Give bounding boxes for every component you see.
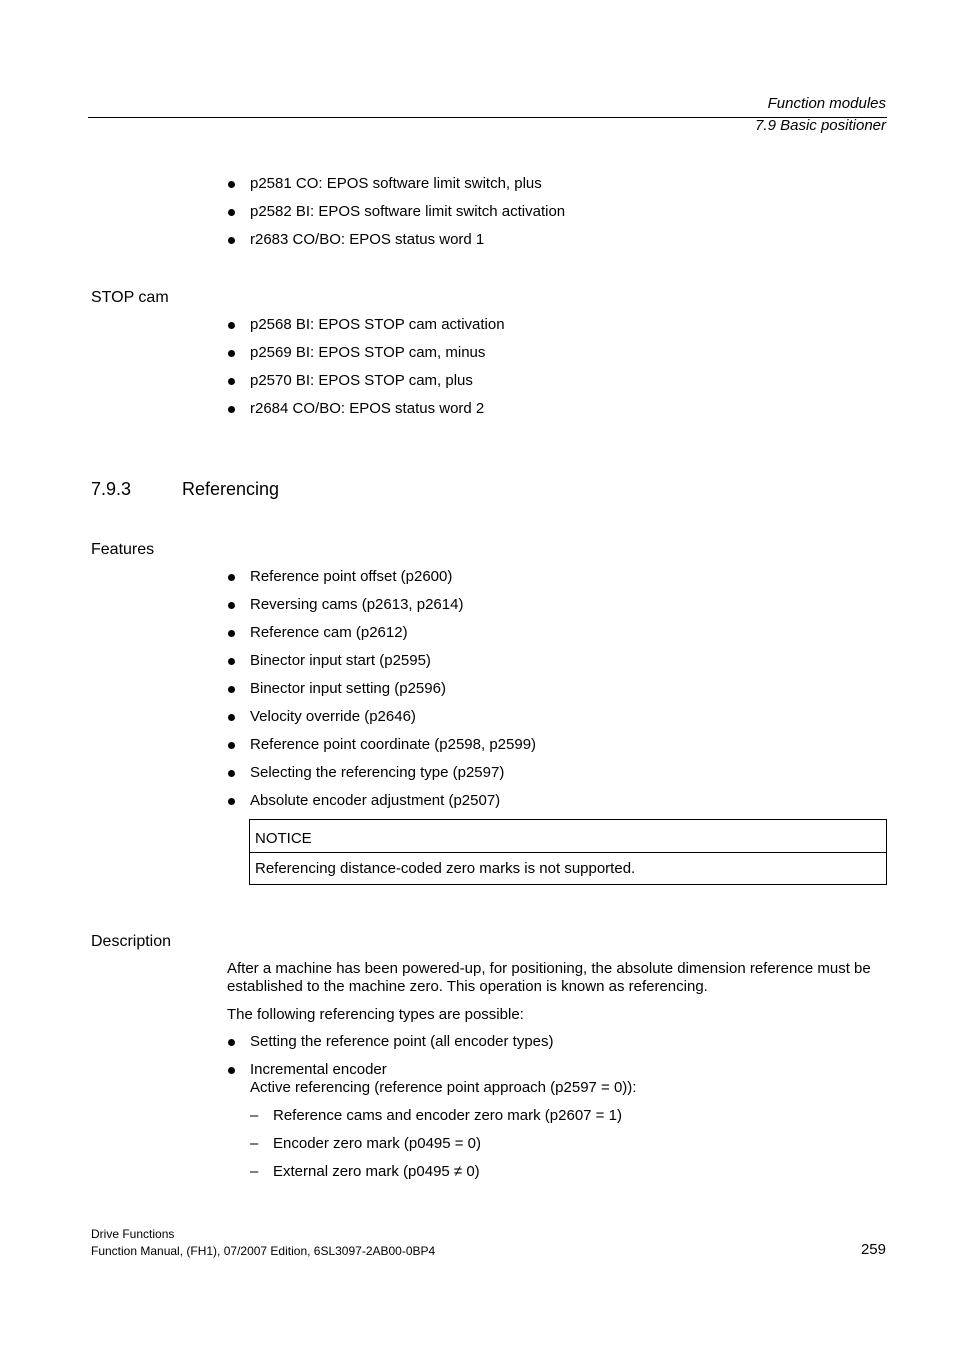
features-list	[227, 568, 536, 820]
description-heading: Description	[91, 933, 172, 950]
features-heading: Features	[91, 541, 155, 558]
notice-box	[249, 819, 887, 885]
bullet-icon	[228, 322, 235, 329]
bullet-icon	[228, 574, 235, 581]
list-item: Reversing cams (p2613, p2614)	[227, 596, 536, 624]
section-title: Referencing	[182, 479, 280, 499]
list-item: p2568 BI: EPOS STOP cam activation	[227, 316, 505, 344]
bullet-icon	[228, 602, 235, 609]
list-item: Reference point coordinate (p2598, p2599)	[227, 736, 536, 764]
bullet-icon	[228, 686, 235, 693]
list-item: Reference point offset (p2600)	[227, 568, 536, 596]
stop-cam-list	[227, 316, 505, 428]
list-item: Setting the reference point (all encoder types)	[227, 1033, 636, 1061]
notice-text: Referencing distance-coded zero marks is not supported.	[255, 860, 636, 877]
list-item: r2683 CO/BO: EPOS status word 1	[227, 231, 565, 259]
list-item: p2570 BI: EPOS STOP cam, plus	[227, 372, 505, 400]
bullet-icon	[228, 1039, 235, 1046]
list-item: Binector input start (p2595)	[227, 652, 536, 680]
list-item: – Encoder zero mark (p0495 = 0)	[250, 1135, 482, 1152]
active-referencing-list	[250, 1107, 622, 1191]
bullet-icon	[228, 237, 235, 244]
description-intro: The following referencing types are possible:	[227, 1006, 524, 1023]
running-header-section: 7.9 Basic positioner	[755, 117, 886, 134]
list-item: Absolute encoder adjustment (p2507)	[227, 792, 536, 820]
running-header-chapter: Function modules	[767, 95, 886, 112]
list-item: p2581 CO: EPOS software limit switch, plus	[227, 175, 565, 203]
list-item: Velocity override (p2646)	[227, 708, 536, 736]
list-item: – Reference cams and encoder zero mark (p2607 = 1)	[250, 1107, 622, 1124]
dash-symbol: –	[250, 1107, 259, 1124]
list-item: Selecting the referencing type (p2597)	[227, 764, 536, 792]
section-number: 7.9.3	[91, 479, 132, 499]
dash-symbol: –	[250, 1135, 259, 1152]
notice-title: NOTICE	[250, 820, 886, 853]
stop-cam-heading: STOP cam	[91, 289, 169, 306]
list-item: p2582 BI: EPOS software limit switch activation	[227, 203, 565, 231]
bullet-icon	[228, 742, 235, 749]
referencing-types-list	[227, 1033, 636, 1107]
list-item: Binector input setting (p2596)	[227, 680, 536, 708]
list-item: Incremental encoder Active referencing (reference point approach (p2597 = 0)):	[227, 1061, 636, 1107]
bullet-icon	[228, 1067, 235, 1074]
list-item: – External zero mark (p0495 ≠ 0)	[250, 1163, 480, 1180]
header-rule	[88, 117, 887, 118]
bullet-icon	[228, 770, 235, 777]
description-paragraph: After a machine has been powered-up, for positioning, the absolute dimension reference must be established to the machine zero. This operation is known as referencing.	[227, 960, 871, 995]
list-item: p2569 BI: EPOS STOP cam, minus	[227, 344, 505, 372]
bullet-icon	[228, 181, 235, 188]
bullet-icon	[228, 350, 235, 357]
page-number: 259	[860, 1241, 886, 1258]
bullet-icon	[228, 209, 235, 216]
footer-book-title: Drive Functions	[91, 1227, 175, 1241]
bullet-icon	[228, 798, 235, 805]
footer-edition: Function Manual, (FH1), 07/2007 Edition, 6SL3097-2AB00-0BP4	[91, 1244, 436, 1258]
bullet-icon	[228, 406, 235, 413]
parameter-list-top	[227, 175, 565, 259]
bullet-icon	[228, 658, 235, 665]
list-item: Reference cam (p2612)	[227, 624, 536, 652]
list-item: r2684 CO/BO: EPOS status word 2	[227, 400, 505, 428]
bullet-icon	[228, 378, 235, 385]
dash-symbol: –	[250, 1163, 259, 1180]
bullet-icon	[228, 714, 235, 721]
bullet-icon	[228, 630, 235, 637]
